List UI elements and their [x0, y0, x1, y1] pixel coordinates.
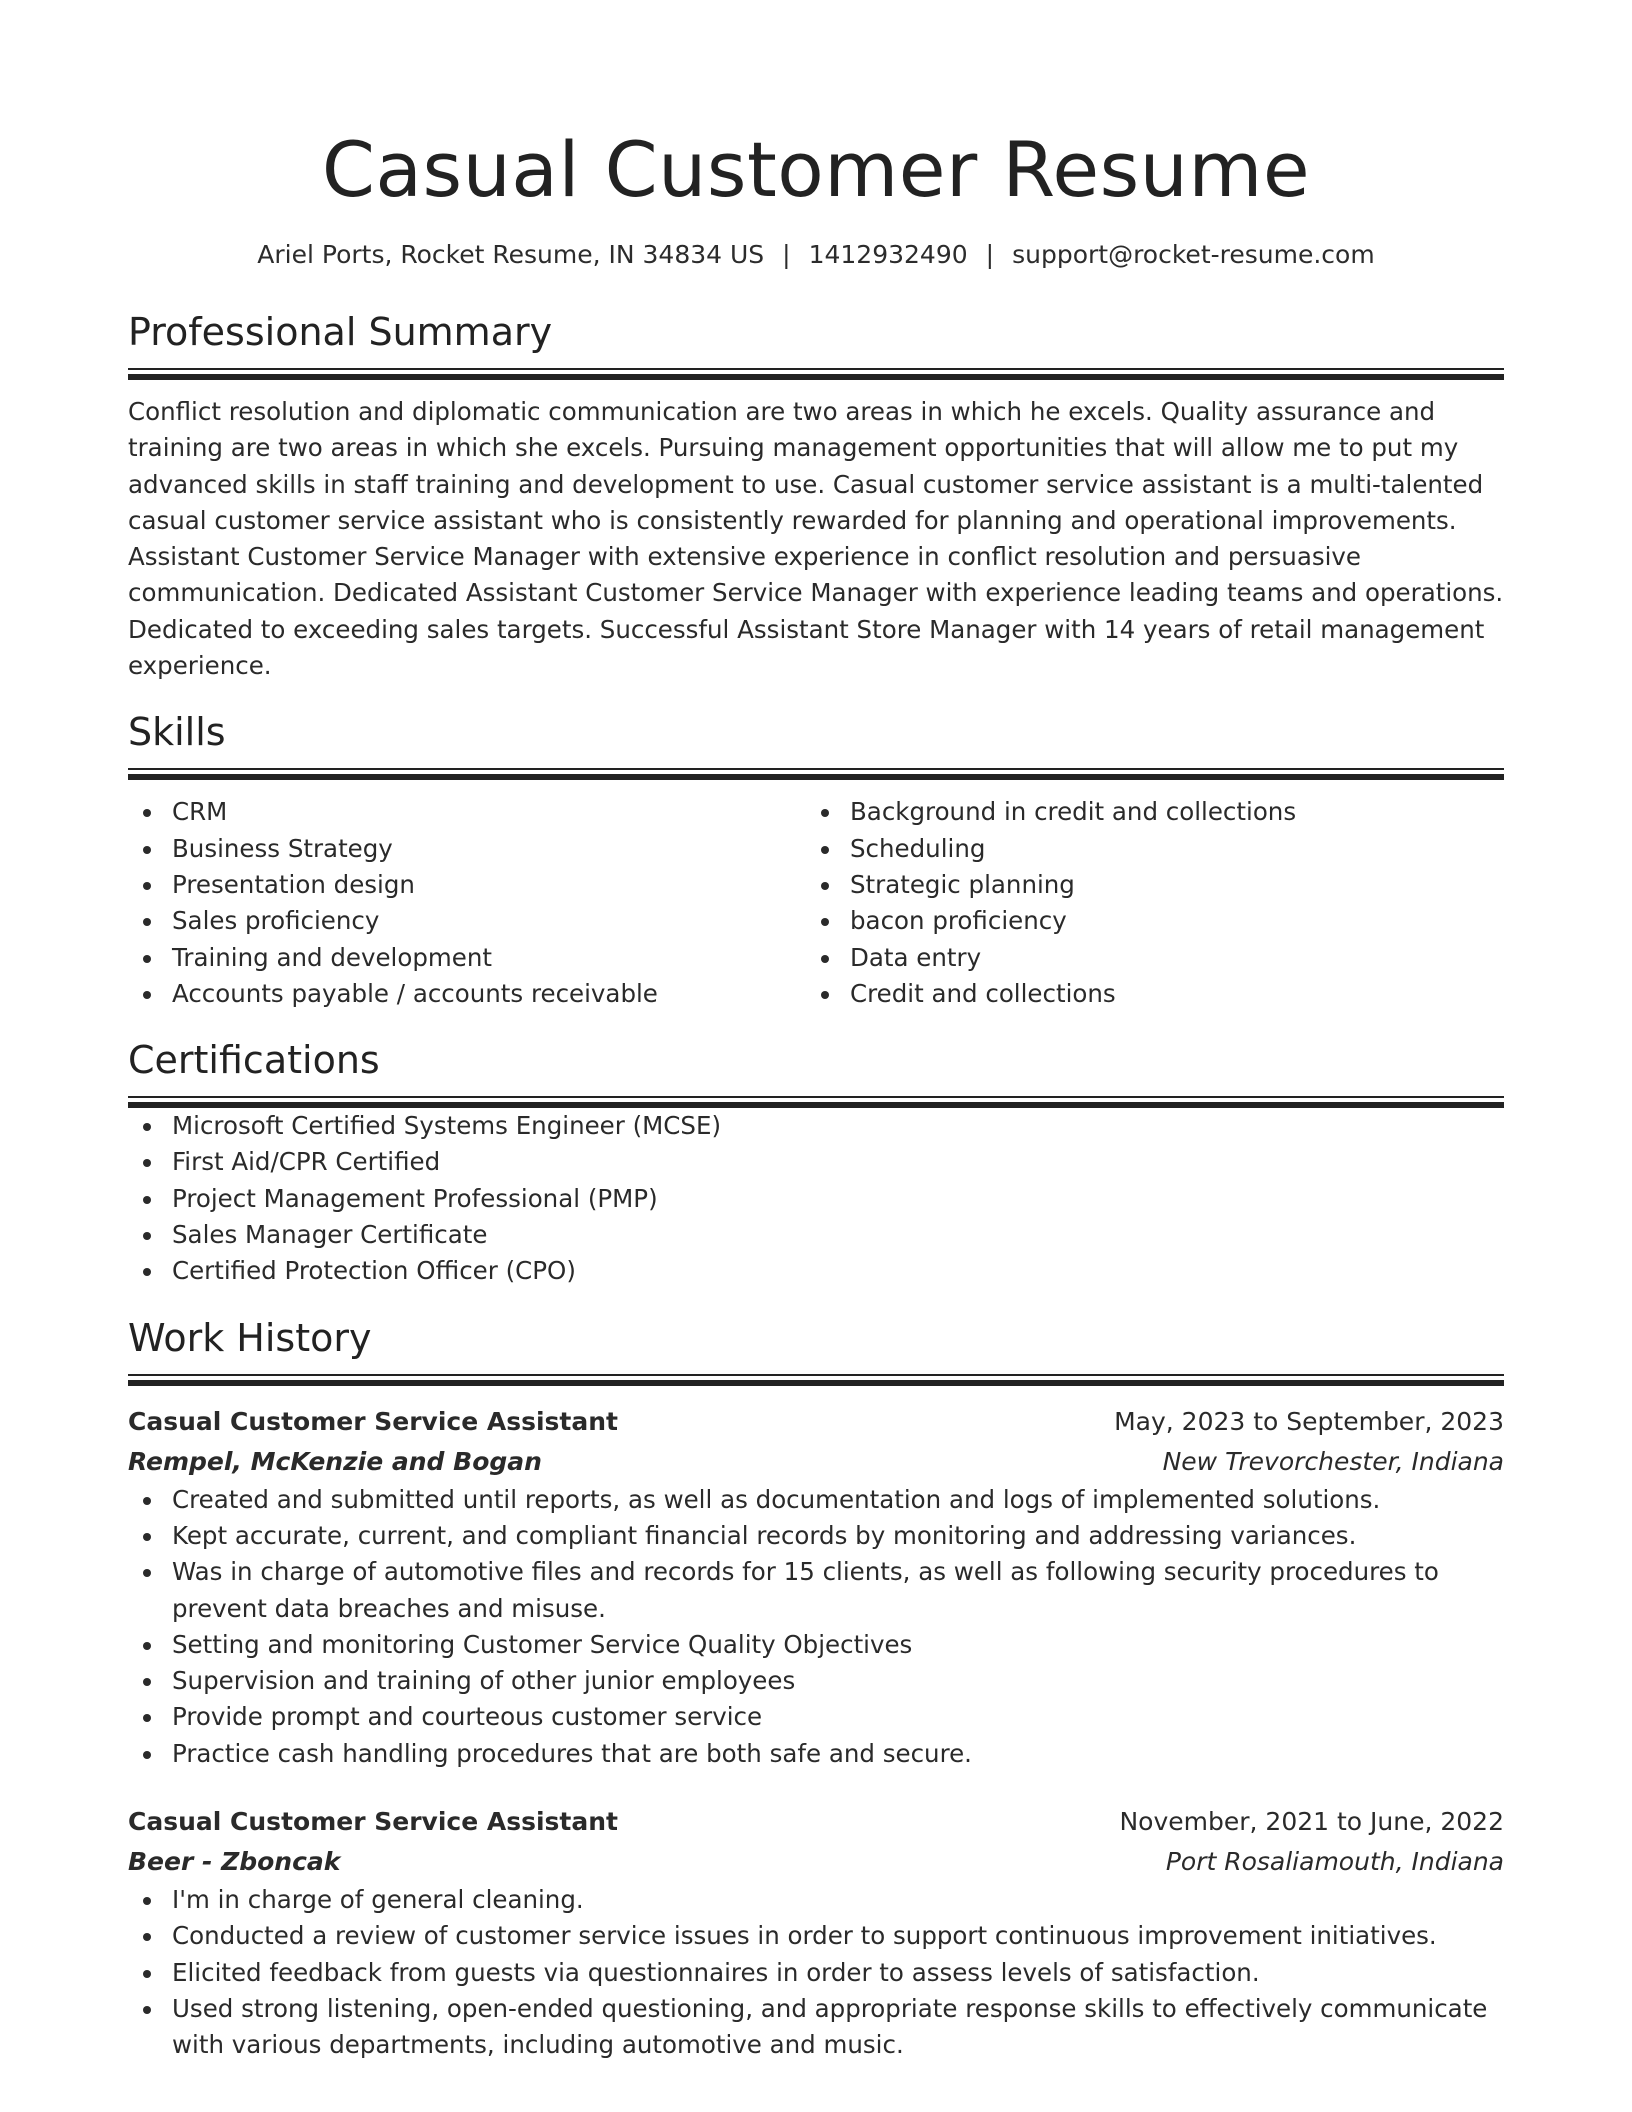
- list-item: Training and development: [128, 940, 806, 976]
- section-title-certifications: Certifications: [128, 1038, 380, 1083]
- list-item: Practice cash handling procedures that are both safe and secure.: [128, 1736, 1504, 1772]
- section-divider: [128, 368, 1504, 380]
- skills-list-right: [806, 794, 1484, 1012]
- contact-email: support@rocket-resume.com: [1012, 240, 1375, 269]
- job-dates: May, 2023 to September, 2023: [1114, 1406, 1504, 1436]
- resume-page: [128, 0, 1504, 2064]
- list-item: Was in charge of automotive files and records for 15 clients, as well as following security procedures to prevent data breaches and misuse.: [128, 1554, 1504, 1627]
- skills-list-left: [128, 794, 806, 1012]
- list-item: Sales Manager Certificate: [128, 1217, 1504, 1253]
- list-item: Background in credit and collections: [806, 794, 1484, 830]
- summary-text: Conflict resolution and diplomatic communication are two areas in which he excels. Quality assurance and training are two areas in which she excels. Pursuing management opportunities that will allow me to put my advanced skills in staff training and development to use. Casual customer service assistant is a multi-talented casual customer service assistant who is consistently rewarded for planning and operational improvements. Assistant Customer Service Manager with extensive experience in conflict resolution and persuasive communication. Dedicated Assistant Customer Service Manager with experience leading teams and operations. Dedicated to exceeding sales targets. Successful Assistant Store Manager with 14 years of retail management experience.: [128, 397, 1504, 681]
- certifications-section: [128, 1036, 1504, 1289]
- list-item: Conducted a review of customer service issues in order to support continuous improvement initiatives.: [128, 1918, 1504, 1954]
- contact-address: Ariel Ports, Rocket Resume, IN 34834 US: [257, 240, 765, 269]
- job-company: Rempel, McKenzie and Bogan: [128, 1446, 542, 1476]
- list-item: Accounts payable / accounts receivable: [128, 976, 806, 1012]
- list-item: Kept accurate, current, and compliant financial records by monitoring and addressing variances.: [128, 1518, 1504, 1554]
- list-item: Strategic planning: [806, 867, 1484, 903]
- skills-grid: [128, 794, 1504, 1012]
- list-item: Supervision and training of other junior employees: [128, 1663, 1504, 1699]
- skills-section: [128, 708, 1504, 1012]
- list-item: bacon proficiency: [806, 903, 1484, 939]
- contact-separator: |: [985, 240, 995, 269]
- list-item: Setting and monitoring Customer Service Quality Objectives: [128, 1627, 1504, 1663]
- job-duties-list: [128, 1882, 1504, 2063]
- section-divider: [128, 1096, 1504, 1108]
- certifications-list: [128, 1108, 1504, 1289]
- summary-section: [128, 308, 1504, 684]
- list-item: Created and submitted until reports, as well as documentation and logs of implemented solutions.: [128, 1482, 1504, 1518]
- list-item: Scheduling: [806, 831, 1484, 867]
- list-item: Sales proficiency: [128, 903, 806, 939]
- section-title-skills: Skills: [128, 710, 226, 755]
- list-item: Data entry: [806, 940, 1484, 976]
- job-entry: [128, 1402, 1504, 1772]
- contact-phone: 1412932490: [808, 240, 968, 269]
- list-item: Project Management Professional (PMP): [128, 1181, 1504, 1217]
- job-title: Casual Customer Service Assistant: [128, 1406, 618, 1436]
- list-item: Provide prompt and courteous customer service: [128, 1699, 1504, 1735]
- job-dates: November, 2021 to June, 2022: [1119, 1807, 1504, 1837]
- list-item: Credit and collections: [806, 976, 1484, 1012]
- list-item: Presentation design: [128, 867, 806, 903]
- list-item: Elicited feedback from guests via questionnaires in order to assess levels of satisfaction.: [128, 1955, 1504, 1991]
- job-location: Port Rosaliamouth, Indiana: [1165, 1847, 1504, 1877]
- section-title-summary: Professional Summary: [128, 310, 553, 354]
- contact-line: [128, 238, 1504, 272]
- list-item: Microsoft Certified Systems Engineer (MCSE): [128, 1108, 1504, 1144]
- job-company: Beer - Zboncak: [128, 1847, 341, 1877]
- section-title-work-history: Work History: [128, 1315, 372, 1360]
- list-item: Business Strategy: [128, 831, 806, 867]
- section-divider: [128, 1374, 1504, 1386]
- list-item: I'm in charge of general cleaning.: [128, 1882, 1504, 1918]
- list-item: First Aid/CPR Certified: [128, 1144, 1504, 1180]
- resume-title: Casual Customer Resume: [321, 125, 1311, 214]
- list-item: Used strong listening, open-ended questioning, and appropriate response skills to effectively communicate with various departments, including automotive and music.: [128, 1991, 1504, 2064]
- job-entry: [128, 1802, 1504, 2063]
- list-item: Certified Protection Officer (CPO): [128, 1253, 1504, 1289]
- work-history-section: [128, 1314, 1504, 2064]
- job-location: New Trevorchester, Indiana: [1162, 1446, 1504, 1476]
- job-duties-list: [128, 1482, 1504, 1772]
- section-divider: [128, 768, 1504, 780]
- contact-separator: |: [782, 240, 791, 269]
- list-item: CRM: [128, 794, 806, 830]
- job-title: Casual Customer Service Assistant: [128, 1807, 618, 1837]
